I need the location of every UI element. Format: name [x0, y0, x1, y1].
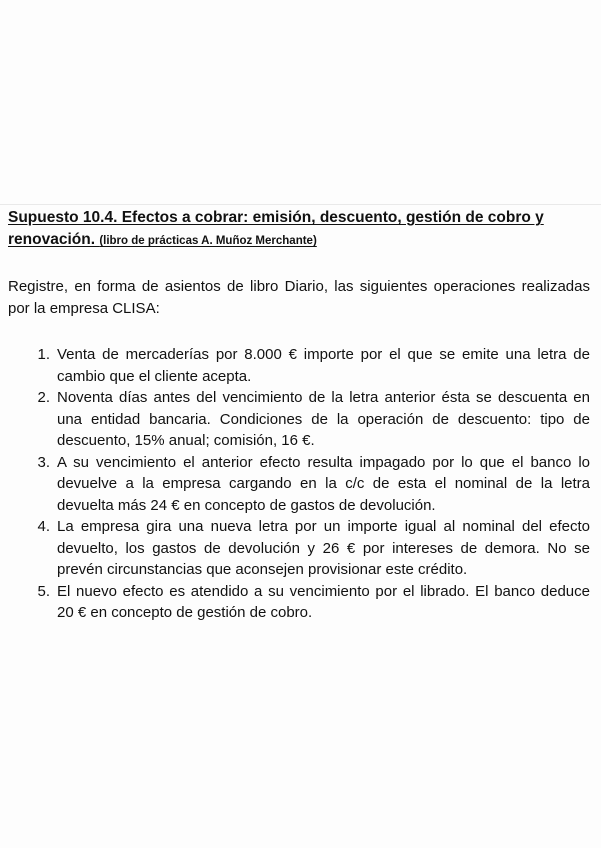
operation-number: 4.: [37, 518, 50, 535]
exercise-document: [8, 207, 590, 624]
operation-number: 3.: [37, 453, 50, 471]
operation-item: [8, 387, 590, 452]
operation-item: [8, 516, 590, 581]
operation-item: [8, 581, 590, 624]
page-top-edge: [0, 204, 601, 205]
operation-text: El nuevo efecto es atendido a su vencimiento por el librado. El banco deduce 20 € en concepto de gestión de cobro.: [57, 582, 590, 621]
operations-list: [8, 344, 590, 624]
operation-text: Venta de mercaderías por 8.000 € importe por el que se emite una letra de cambio que el cliente acepta.: [57, 346, 590, 385]
operation-item: [8, 344, 590, 387]
exercise-title-reference: (libro de prácticas A. Muñoz Merchante): [99, 235, 317, 247]
operation-text: Noventa días antes del vencimiento de la letra anterior ésta se descuenta en una entidad bancaria. Condiciones de la operación de descuento: tipo de descuento, 15% anual; comisión, 16 €.: [57, 389, 590, 449]
operation-number: 5.: [37, 582, 50, 600]
operation-number: 1.: [37, 346, 50, 363]
operation-item: [8, 452, 590, 517]
exercise-title: [8, 207, 590, 252]
operation-text: A su vencimiento el anterior efecto resulta impagado por lo que el banco lo devuelve a la empresa cargando en la c/c de esta el nominal de la letra devuelta más 24 € en concepto de gastos de devolución.: [57, 453, 590, 514]
operation-text: La empresa gira una nueva letra por un importe igual al nominal del efecto devuelto, los gastos de devolución y 26 € por intereses de demora. No se prevén circunstancias que aconsejen provisionar este crédito.: [57, 518, 590, 578]
exercise-title-text: Supuesto 10.4. Efectos a cobrar: emisión, descuento, gestión de cobro y renovación.: [8, 209, 544, 248]
operation-number: 2.: [37, 389, 50, 406]
exercise-intro: Registre, en forma de asientos de libro Diario, las siguientes operaciones realizadas por la empresa CLISA:: [8, 278, 590, 317]
